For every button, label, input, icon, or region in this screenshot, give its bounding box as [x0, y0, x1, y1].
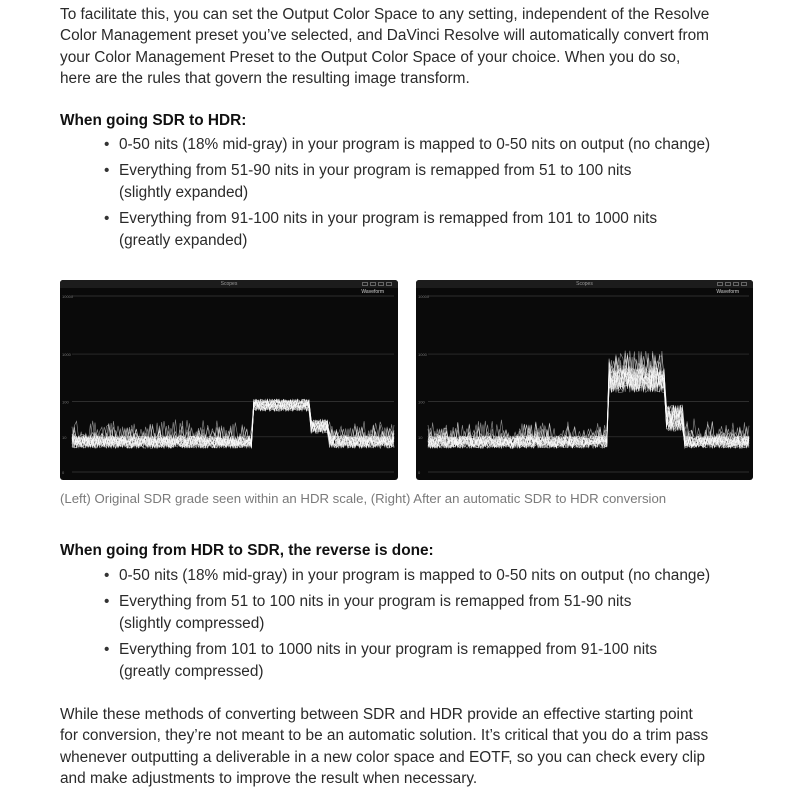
closing-line: While these methods of converting between SDR and HDR provide an effective starting point — [60, 706, 693, 723]
list-item-text: Everything from 51 to 100 nits in your program is remapped from 51-90 nits — [119, 593, 632, 611]
list-item — [104, 565, 710, 586]
closing-line: for conversion, they’re not meant to be an automatic solution. It’s critical that you do a trim pass — [60, 727, 709, 745]
bullet-icon: • — [104, 136, 110, 153]
list-item — [104, 160, 710, 203]
intro-line: your Color Management Preset to the Output Color Space of your choice. When you do so, — [60, 48, 681, 66]
closing-line: and make adjustments to improve the result when necessary. — [60, 770, 478, 788]
scale-label: 1000 — [62, 352, 71, 358]
scale-label: 0 — [418, 470, 421, 475]
intro-line: Color Management preset you’ve selected, and DaVinci Resolve will automatically convert from — [60, 27, 709, 45]
list-item-text: 0-50 nits (18% mid-gray) in your program is mapped to 0-50 nits on output (no change) — [119, 136, 711, 153]
list-item-text: 0-50 nits (18% mid-gray) in your program is mapped to 0-50 nits on output (no change) — [119, 567, 711, 584]
list-item-text: Everything from 101 to 1000 nits in your program is remapped from 91-100 nits — [119, 641, 658, 659]
list-item — [104, 639, 710, 682]
intro-line: To facilitate this, you can set the Output Color Space to any setting, independent of the Resolve — [60, 6, 710, 23]
waveform-scope-right — [416, 280, 753, 480]
hdr-to-sdr-heading: When going from HDR to SDR, the reverse is done: — [60, 542, 434, 559]
scale-label: 1000 — [418, 352, 427, 358]
scope-title: Scopes — [576, 281, 593, 287]
bullet-icon: • — [104, 567, 110, 584]
sdr-to-hdr-heading: When going SDR to HDR: — [60, 112, 247, 129]
bullet-icon: • — [104, 162, 110, 180]
bullet-icon: • — [104, 210, 110, 228]
sdr-to-hdr-list — [104, 134, 710, 251]
list-item-text: (greatly expanded) — [119, 231, 248, 249]
scale-label: 10 — [418, 434, 423, 440]
list-item-text: Everything from 51-90 nits in your program is remapped from 51 to 100 nits — [119, 162, 632, 180]
scale-label: 10000 — [418, 294, 430, 299]
figure-caption: (Left) Original SDR grade seen within an HDR scale, (Right) After an automatic SDR to HDR conversion — [60, 491, 667, 506]
list-item — [104, 208, 710, 251]
list-item-text: (slightly compressed) — [119, 614, 265, 632]
list-item — [104, 134, 710, 155]
scope-type-label[interactable]: Waveform — [361, 289, 384, 295]
list-item-text: (slightly expanded) — [119, 183, 249, 201]
list-item-text: (greatly compressed) — [119, 662, 264, 680]
scale-label: 10000 — [62, 294, 74, 299]
list-item-text: Everything from 91-100 nits in your program is remapped from 101 to 1000 nits — [119, 210, 658, 228]
list-item — [104, 591, 710, 634]
scope-title: Scopes — [220, 281, 238, 287]
intro-line: here are the rules that govern the resulting image transform. — [60, 70, 470, 88]
intro-paragraph — [60, 4, 760, 90]
scale-label: 0 — [62, 470, 65, 475]
closing-paragraph — [60, 704, 760, 790]
hdr-to-sdr-list — [104, 565, 710, 682]
scope-type-label[interactable]: Waveform — [716, 289, 739, 295]
waveform-plot — [60, 280, 398, 480]
scale-label: 10 — [62, 434, 67, 440]
bullet-icon: • — [104, 593, 110, 611]
closing-line: whenever outputting a deliverable in a new color space and EOTF, so you can check every clip — [60, 748, 706, 766]
bullet-icon: • — [104, 641, 110, 659]
scale-label: 100 — [62, 399, 69, 405]
scale-label: 100 — [418, 399, 425, 405]
waveform-scope-left — [60, 280, 398, 480]
waveform-plot — [416, 280, 753, 480]
